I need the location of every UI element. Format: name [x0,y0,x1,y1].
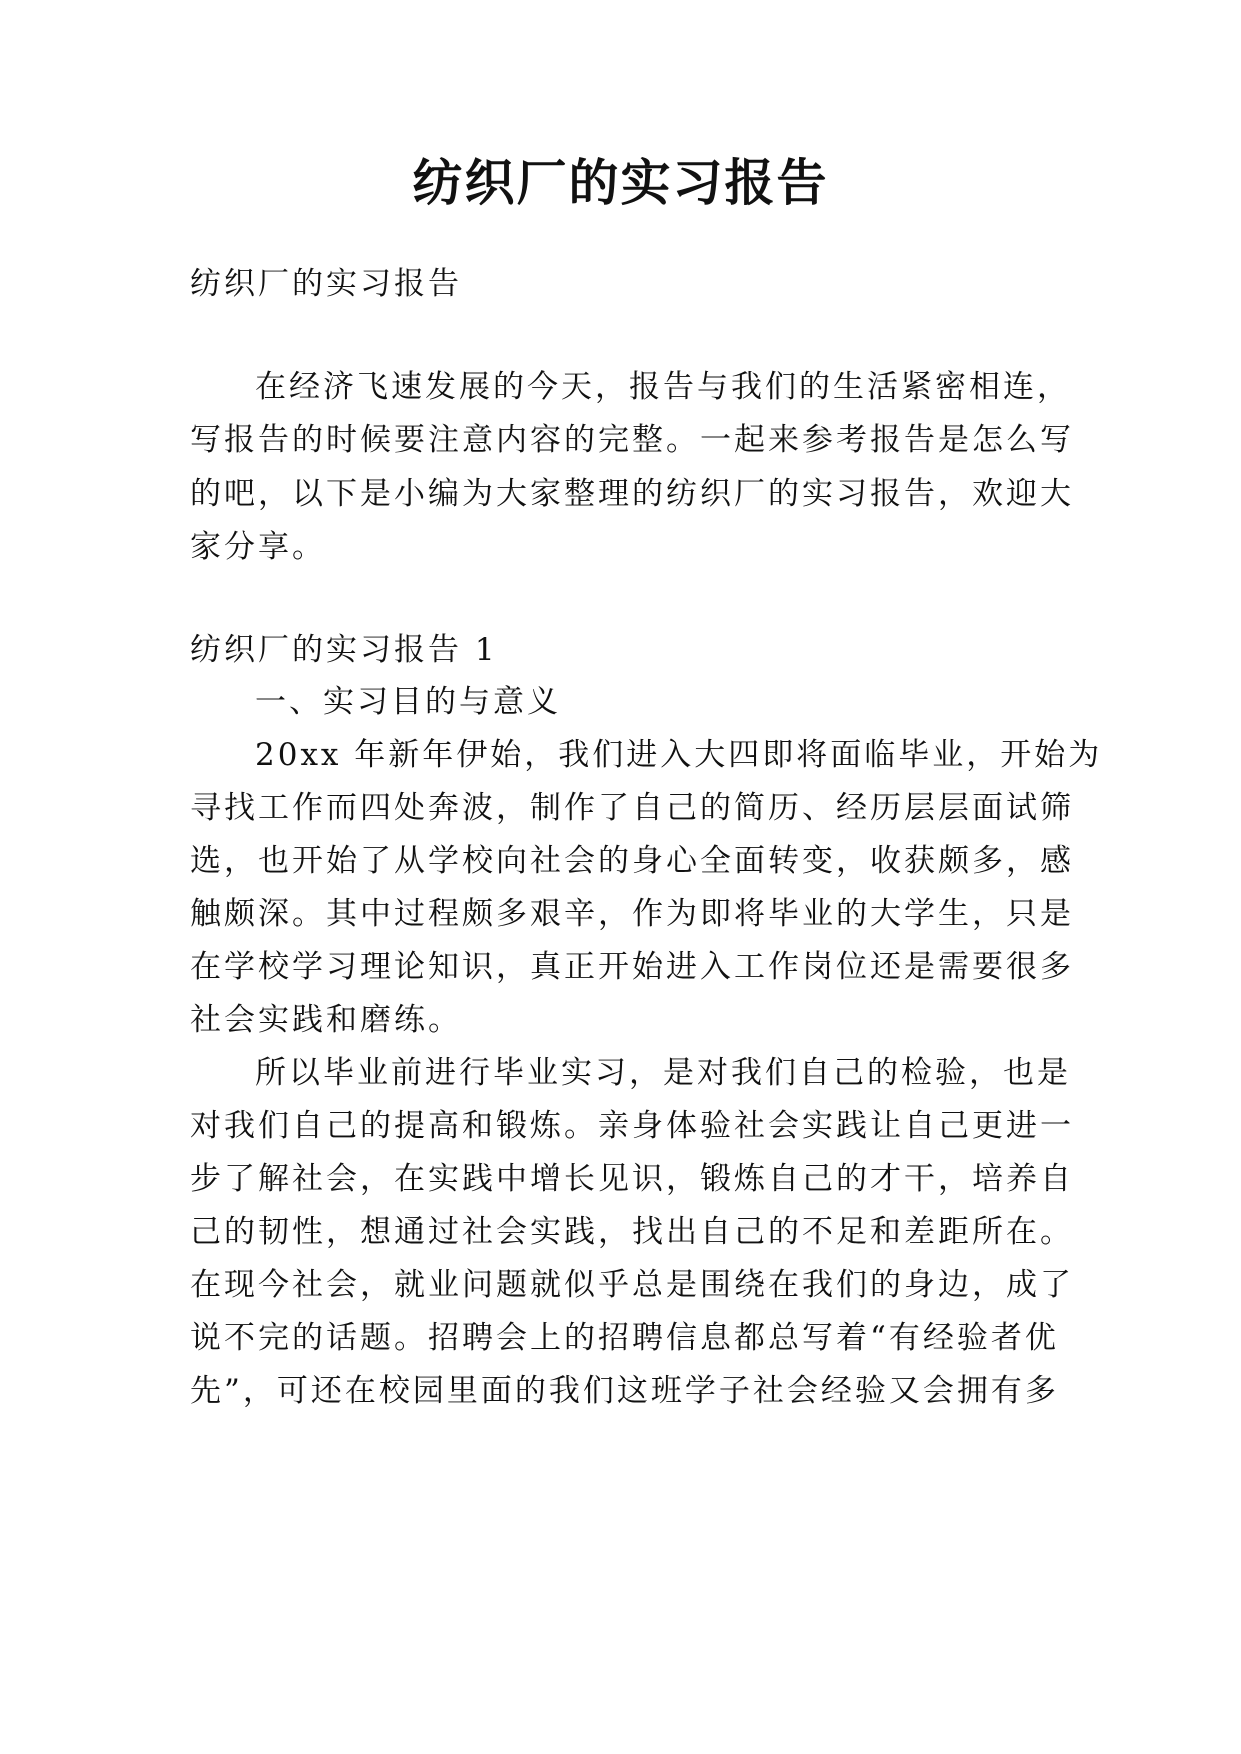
paragraph-line: 对我们自己的提高和锻炼。亲身体验社会实践让自己更进一 [190,1108,1074,1144]
section-title: 纺织厂的实习报告 1 [190,632,498,668]
paragraph-line: 社会实践和磨练。 [190,1002,462,1038]
paragraph-line: 寻找工作而四处奔波，制作了自己的简历、经历层层面试筛 [190,790,1074,826]
paragraph-line: 触颇深。其中过程颇多艰辛，作为即将毕业的大学生，只是 [190,896,1074,932]
paragraph-line: 所以毕业前进行毕业实习，是对我们自己的检验，也是 [255,1055,1071,1091]
paragraph-line: 20xx 年新年伊始，我们进入大四即将面临毕业，开始为 [255,737,1103,773]
intro-line: 写报告的时候要注意内容的完整。一起来参考报告是怎么写 [190,422,1074,458]
intro-line: 的吧，以下是小编为大家整理的纺织厂的实习报告，欢迎大 [190,476,1074,512]
paragraph-line: 说不完的话题。招聘会上的招聘信息都总写着“有经验者优 [190,1320,1059,1356]
paragraph-line: 在学校学习理论知识，真正开始进入工作岗位还是需要很多 [190,949,1074,985]
paragraph-line: 己的韧性，想通过社会实践，找出自己的不足和差距所在。 [190,1214,1074,1250]
paragraph-line: 步了解社会，在实践中增长见识，锻炼自己的才干，培养自 [190,1161,1074,1197]
intro-line: 家分享。 [190,529,326,565]
document-subtitle: 纺织厂的实习报告 [190,266,462,302]
intro-line: 在经济飞速发展的今天，报告与我们的生活紧密相连， [255,369,1071,405]
paragraph-line: 在现今社会，就业问题就似乎总是围绕在我们的身边，成了 [190,1267,1074,1303]
section-heading: 一、实习目的与意义 [255,684,561,720]
document-title: 纺织厂的实习报告 [412,153,829,212]
paragraph-line: 选，也开始了从学校向社会的身心全面转变，收获颇多，感 [190,843,1074,879]
paragraph-line: 先”，可还在校园里面的我们这班学子社会经验又会拥有多 [190,1373,1059,1409]
